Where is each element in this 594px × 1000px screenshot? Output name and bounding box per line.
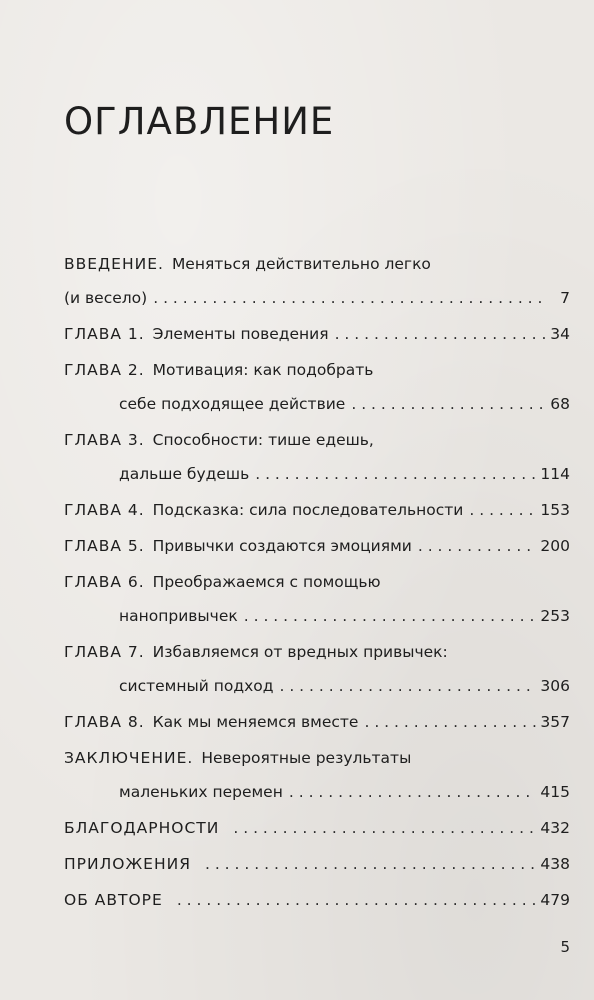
toc-entry-title: Способности: тише едешь, (152, 431, 374, 449)
toc-entry-label: ГЛАВА 5. (64, 537, 145, 555)
toc-entry-title-continued: нанопривычек (119, 607, 238, 625)
dot-leader (335, 317, 547, 351)
toc-entry-title: Меняться действительно легко (171, 255, 431, 273)
toc-entry-title-continued: дальше будешь (119, 465, 250, 483)
toc-entry-label: ГЛАВА 8. (64, 713, 145, 731)
toc-entry-title: Невероятные результаты (201, 749, 412, 767)
toc-entry-title: Преображаемся с помощью (152, 573, 381, 591)
toc-entry-chapter-2[interactable] (64, 353, 570, 421)
page-number: 5 (560, 938, 570, 956)
toc-entry-chapter-7[interactable] (64, 635, 570, 703)
toc-entry-label: ГЛАВА 1. (64, 325, 145, 343)
dot-leader (255, 457, 536, 491)
toc-entry-title: Мотивация: как подобрать (152, 361, 374, 379)
toc-page-number: 153 (540, 501, 570, 519)
dot-leader (205, 847, 536, 881)
toc-entry-label: ГЛАВА 4. (64, 501, 145, 519)
toc-entry-label: ВВЕДЕНИЕ. (64, 255, 164, 273)
toc-page-number: 68 (550, 395, 570, 413)
toc-entry-chapter-6[interactable] (64, 565, 570, 633)
toc-entry-label: ГЛАВА 7. (64, 643, 145, 661)
dot-leader (153, 281, 548, 315)
toc-page-number: 438 (540, 855, 570, 873)
toc-entry-label: ГЛАВА 3. (64, 431, 145, 449)
toc-entry-title-continued: (и весело) (64, 289, 148, 307)
toc-entry-label: БЛАГОДАРНОСТИ (64, 819, 220, 837)
toc-entry-conclusion[interactable] (64, 741, 570, 809)
toc-entry-chapter-3[interactable] (64, 423, 570, 491)
dot-leader (418, 529, 537, 563)
toc-page-number: 415 (540, 783, 570, 801)
toc-title: ОГЛАВЛЕНИЕ (64, 100, 335, 143)
toc-entry-title-continued: системный подход (119, 677, 274, 695)
toc-page-number: 7 (560, 289, 570, 307)
toc-entry-label: ГЛАВА 6. (64, 573, 145, 591)
toc-page-number: 306 (540, 677, 570, 695)
toc-entry-label: ОБ АВТОРЕ (64, 891, 163, 909)
toc-entry-chapter-4[interactable] (64, 493, 570, 527)
toc-entry-chapter-8[interactable] (64, 705, 570, 739)
toc-entry-label: ПРИЛОЖЕНИЯ (64, 855, 191, 873)
toc-entry-acknowledgements[interactable] (64, 811, 570, 845)
toc-page-number: 357 (540, 713, 570, 731)
dot-leader (177, 883, 537, 917)
toc-entry-label: ЗАКЛЮЧЕНИЕ. (64, 749, 194, 767)
dot-leader (469, 493, 536, 527)
dot-leader (289, 775, 537, 809)
toc-entry-chapter-5[interactable] (64, 529, 570, 563)
dot-leader (244, 599, 537, 633)
toc-entry-title: Элементы поведения (152, 325, 329, 343)
toc-page-number: 253 (540, 607, 570, 625)
toc-entry-chapter-1[interactable] (64, 317, 570, 351)
toc-entry-appendices[interactable] (64, 847, 570, 881)
dot-leader (351, 387, 546, 421)
toc-page-number: 114 (540, 465, 570, 483)
toc-page-number: 432 (540, 819, 570, 837)
toc-entry-title: Избавляемся от вредных привычек: (152, 643, 448, 661)
toc-page-number: 479 (540, 891, 570, 909)
table-of-contents (64, 247, 570, 917)
toc-entry-title: Привычки создаются эмоциями (152, 537, 412, 555)
dot-leader (279, 669, 536, 703)
toc-page-number: 34 (550, 325, 570, 343)
dot-leader (364, 705, 536, 739)
toc-entry-introduction[interactable] (64, 247, 570, 315)
dot-leader (233, 811, 536, 845)
toc-page-number: 200 (540, 537, 570, 555)
toc-entry-title-continued: маленьких перемен (119, 783, 283, 801)
toc-entry-title: Как мы меняемся вместе (152, 713, 359, 731)
toc-entry-title-continued: себе подходящее действие (119, 395, 346, 413)
toc-entry-about-author[interactable] (64, 883, 570, 917)
toc-entry-label: ГЛАВА 2. (64, 361, 145, 379)
toc-entry-title: Подсказка: сила последовательности (152, 501, 464, 519)
